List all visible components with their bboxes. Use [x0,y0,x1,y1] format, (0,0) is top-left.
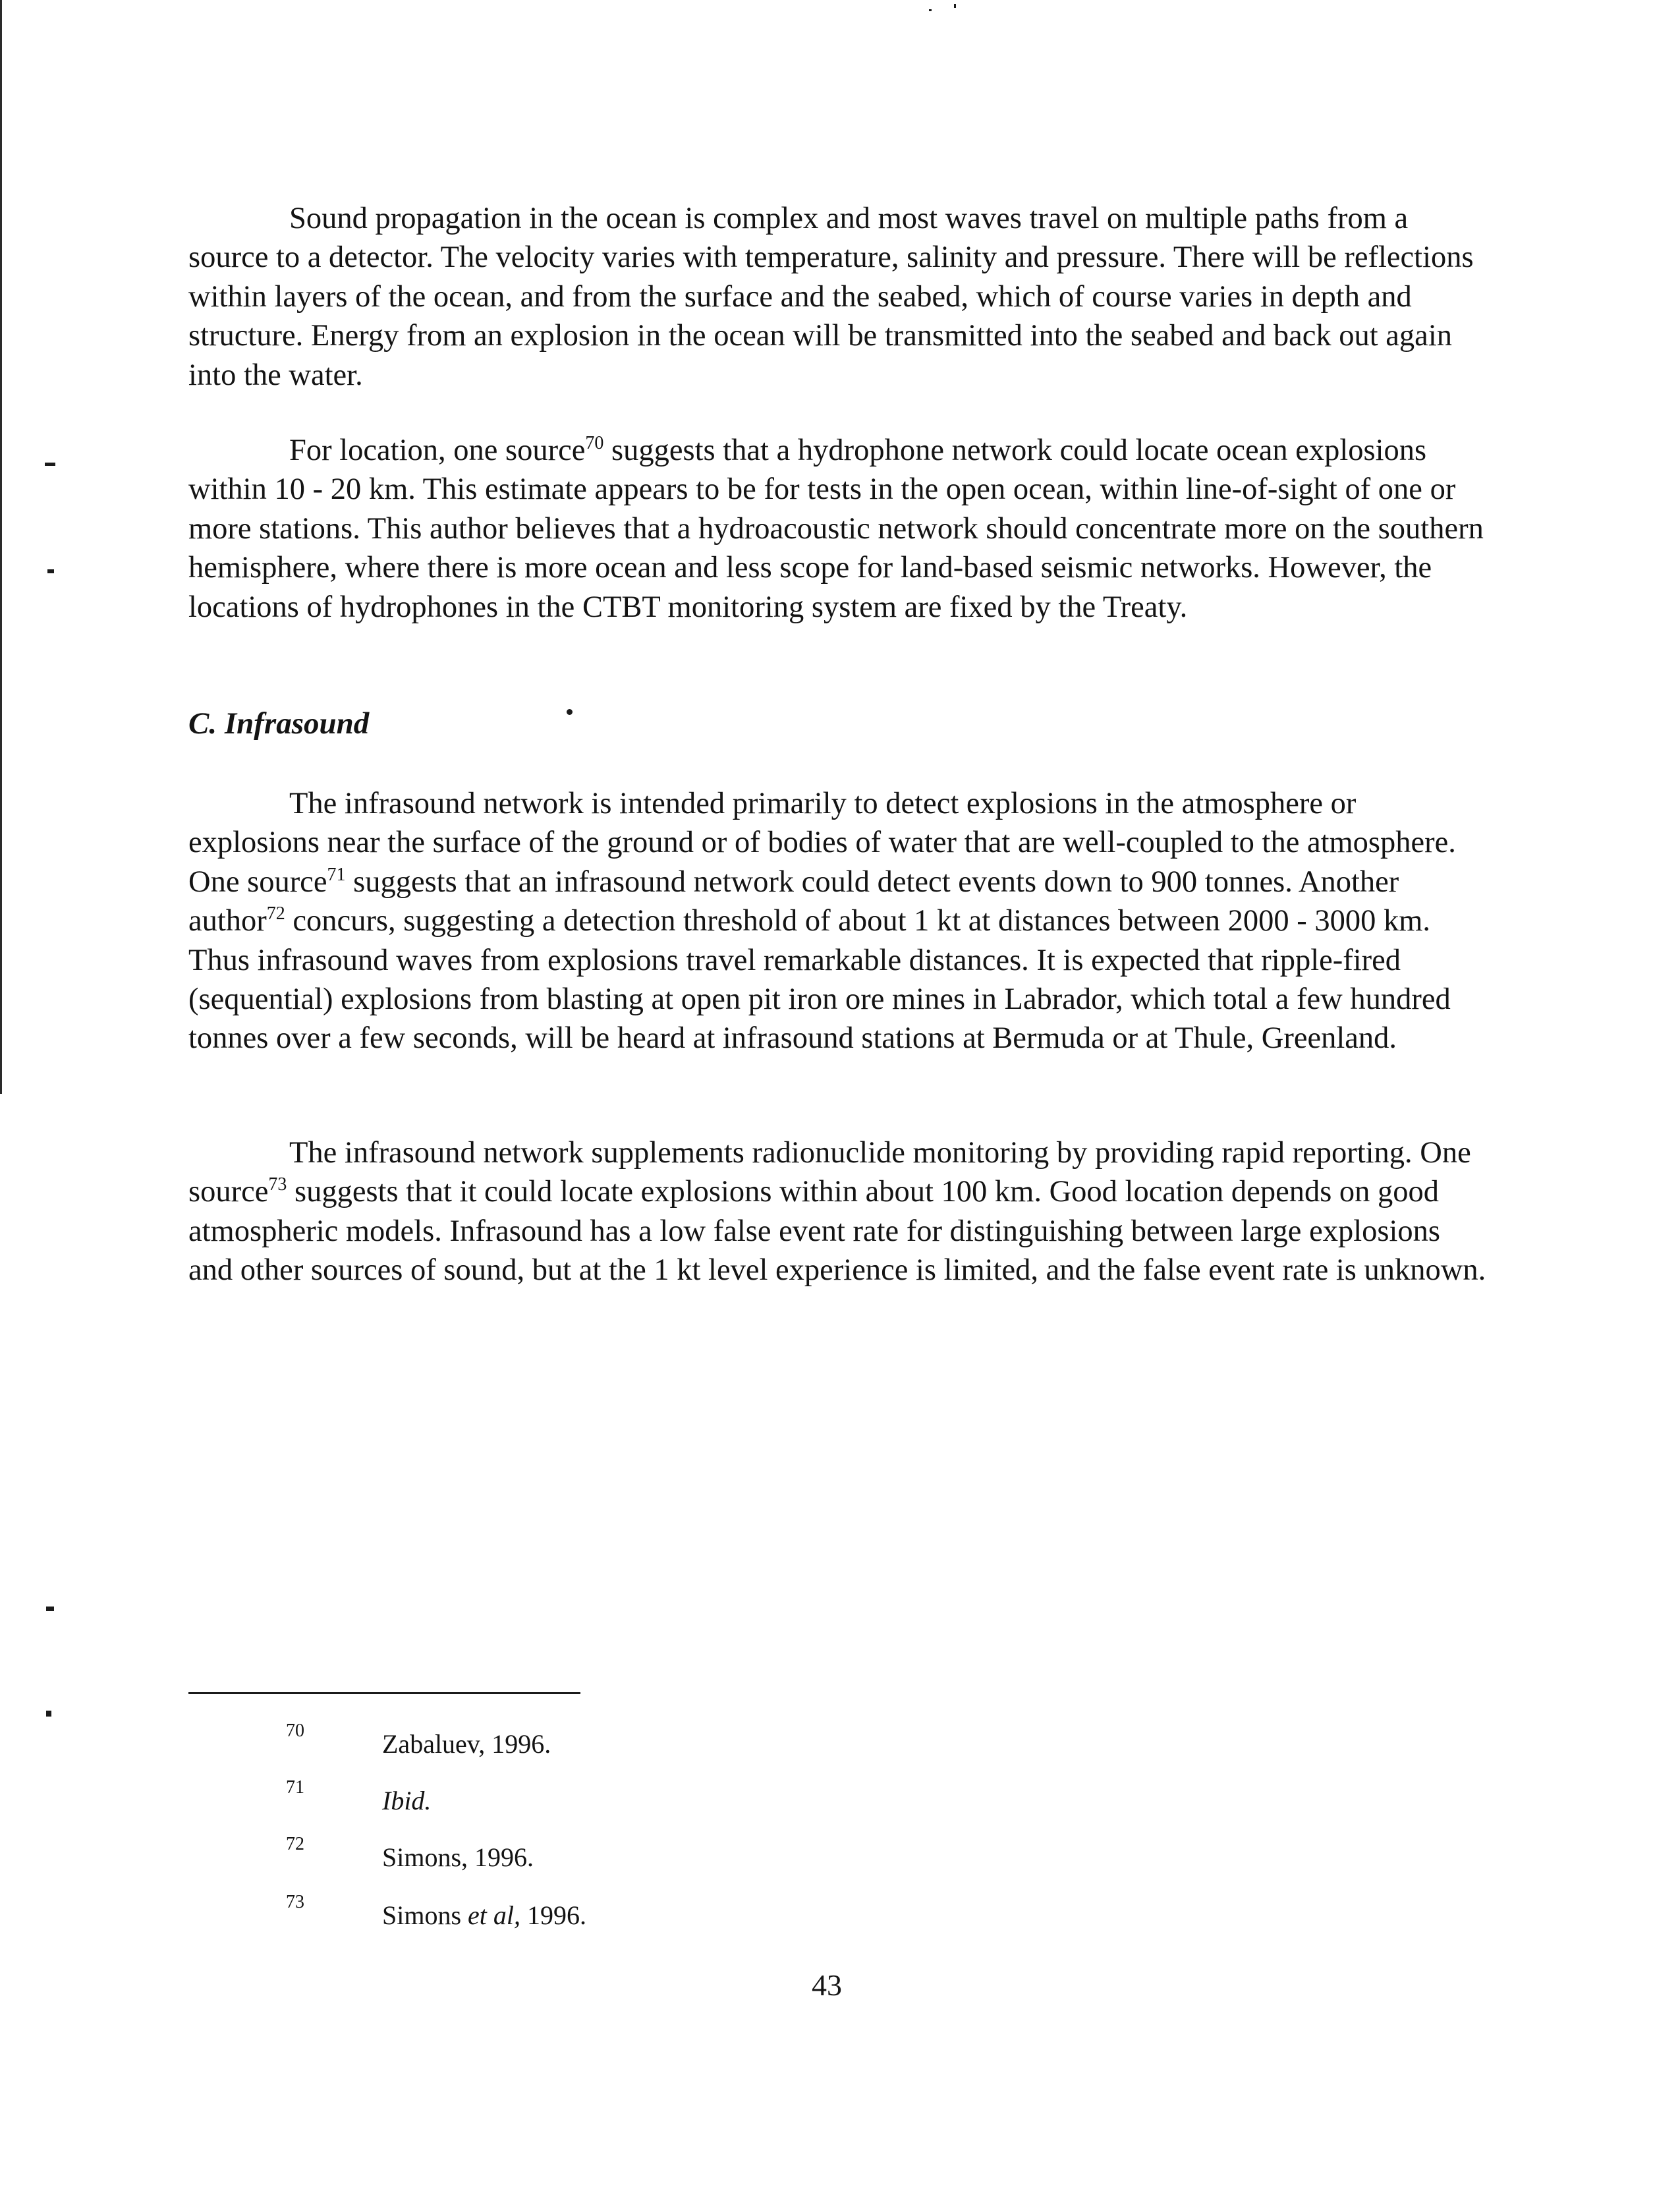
footnote-item [0,1721,922,1761]
paragraph-hydrophone-location [188,431,1486,627]
footnote-text-part: Simons [382,1900,468,1930]
scan-speck [46,1711,51,1717]
paragraph-text: concurs, suggesting a detection threshold of about 1 kt at distances between 2000 - 3000 km. Thus infrasound waves from explosions travel remarkable distances. It is expected that ripple-fired (sequential) explosions from blasting at open pit iron ore mines in Labrador, which total a few hundred tonnes over a few seconds, will be heard at infrasound stations at Bermuda or at Thule, Greenland. [188,904,1451,1056]
paragraph-text: Sound propagation in the ocean is complex and most waves travel on multiple paths from a source to a detector. The velocity varies with temperature, salinity and pressure. There will be reflections within layers of the ocean, and from the surface and the seabed, which of course varies in depth and structure. Energy from an explosion in the ocean will be transmitted into the seabed and back out again into the water. [188,202,1474,392]
paragraph-text: suggests that an infrasound network could detect events down to 900 tonnes. Another author [188,865,1399,938]
footnote-reference: 73 [268,1174,287,1195]
footnote-text-part: 1996. [520,1900,587,1930]
footnote-number: 72 [286,1834,304,1854]
paragraph-text: suggests that a hydrophone network could locate ocean explosions within 10 - 20 km. This estimate appears to be for tests in the open ocean, within line-of-sight of one or more stations. This author believes that a hydroacoustic network should concentrate more on the southern hemisphere, where there is more ocean and less scope for land-based seismic networks. However, the locations of hydrophones in the CTBT monitoring system are fixed by the Treaty. [188,434,1484,624]
footnote-item [0,1835,922,1874]
footnote-text [382,1899,586,1932]
footnote-reference: 70 [585,433,604,453]
paragraph-infrasound-location [188,1133,1486,1290]
footnote-reference: 71 [327,864,346,885]
paragraph-infrasound-network [188,784,1486,1058]
footnote-number: 73 [286,1892,304,1912]
scan-speck [929,9,932,11]
footnote-text [382,1784,431,1817]
footnote-separator [188,1692,580,1694]
footnote-number: 71 [286,1777,304,1798]
paragraph-sound-propagation [188,199,1486,395]
paragraph-text: suggests that it could locate explosions within about 100 km. Good location depends on good atmospheric models. Infrasound has a low false event rate for distinguishing between large explosions and other sources of sound, but at the 1 kt level experience is limited, and the false event rate is unknown. [188,1175,1486,1288]
scan-speck [47,569,54,573]
scan-speck [45,463,55,466]
footnote-text: Zabaluev, 1996. [382,1729,551,1759]
footnote-item [0,1778,922,1817]
footnote-reference: 72 [266,903,285,925]
paragraph-text: The infrasound network supplements radionuclide monitoring by providing rapid reporting. One source [188,1136,1471,1209]
scan-speck [567,709,573,715]
scan-speck [46,1607,54,1611]
paragraph-text: The infrasound network is intended primarily to detect explosions in the atmosphere or explosions near the surface of the ground or of bodies of water that are well-coupled to the atmosphere. One source [188,787,1456,899]
footnote-item [0,1892,922,1932]
footnote-text: Simons, 1996. [382,1842,534,1872]
footnote-italic-text: Ibid. [382,1786,432,1815]
footnote-italic-text: et al, [468,1900,521,1930]
scan-left-edge [0,0,2,1094]
footnote-number: 70 [286,1721,304,1741]
scan-speck [954,4,956,8]
section-heading: C. Infrasound [188,706,370,741]
paragraph-text: For location, one source [289,434,586,467]
page-number: 43 [812,1968,842,2002]
